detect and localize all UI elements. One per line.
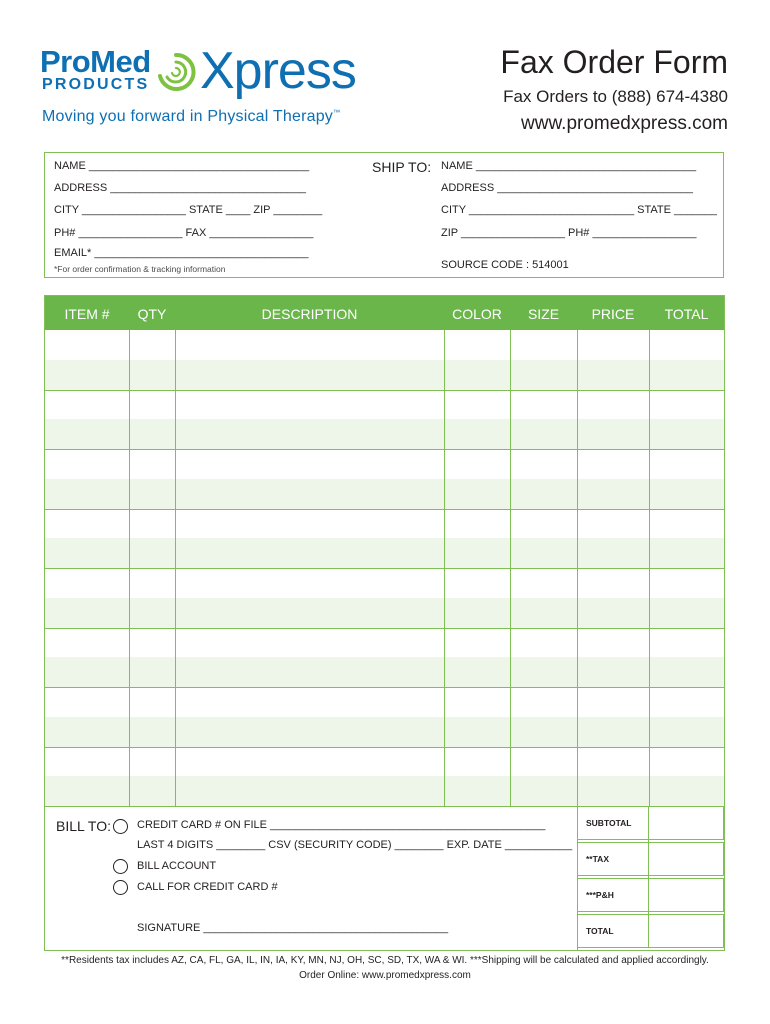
table-row[interactable] [45,747,724,777]
column-divider [175,330,176,806]
col-size-header: SIZE [527,306,560,322]
table-row[interactable] [45,538,724,568]
table-row[interactable] [45,687,724,717]
tax-shipping-note: **Residents tax includes AZ, CA, FL, GA, IL, IN, IA, KY, MN, NJ, OH, SC, SD, TX, WA & WI. ***Shipping will be calculated and applied accordingly. [61,955,709,966]
bill-to-label: BILL TO: [56,818,111,834]
col-color-header: COLOR [452,306,502,322]
ship-address-field[interactable]: ADDRESS ________________________________ [441,182,694,194]
table-row[interactable] [45,360,724,390]
table-row[interactable] [45,657,724,687]
table-row[interactable] [45,598,724,628]
ship-name-field[interactable]: NAME ____________________________________ [441,160,697,172]
table-row[interactable] [45,479,724,509]
column-divider [129,330,130,806]
customer-address-field[interactable]: ADDRESS ________________________________ [54,182,307,194]
logo-products-text: PRODUCTS [42,76,150,93]
col-qty-header: QTY [137,306,167,322]
customer-email-field[interactable]: EMAIL* ___________________________________ [54,247,309,259]
ship-zip-phone-field[interactable]: ZIP _________________ PH# _________________ [441,227,697,239]
column-divider [577,330,578,806]
col-description-header: DESCRIPTION [261,306,358,322]
ph-label: ***P&H [586,890,614,900]
call-credit-card-label: CALL FOR CREDIT CARD # [137,881,278,893]
customer-city-state-zip-field[interactable]: CITY _________________ STATE ____ ZIP ________ [54,204,323,216]
column-divider [444,330,445,806]
call-credit-card-radio[interactable] [113,880,128,895]
col-total-header: TOTAL [664,306,709,322]
table-row[interactable] [45,419,724,449]
ship-city-state-field[interactable]: CITY ___________________________ STATE _______ [441,204,717,216]
col-item-header: ITEM # [64,306,110,322]
ship-to-label: SHIP TO: [372,159,432,175]
logo-xpress-text: Xpress [200,42,356,100]
logo-tagline: Moving you forward in Physical Therapy™ [42,108,341,125]
bill-account-radio[interactable] [113,859,128,874]
order-online-note: Order Online: www.promedxpress.com [299,970,471,981]
table-row[interactable] [45,568,724,598]
customer-phone-fax-field[interactable]: PH# _________________ FAX _________________ [54,227,314,239]
table-row[interactable] [45,330,724,360]
table-row[interactable] [45,390,724,420]
signature-field[interactable]: SIGNATURE ________________________________________ [137,922,449,934]
form-title: Fax Order Form [500,44,728,80]
email-note: *For order confirmation & tracking information [54,264,226,274]
customer-name-field[interactable]: NAME ____________________________________ [54,160,310,172]
table-row[interactable] [45,717,724,747]
table-row[interactable] [45,449,724,479]
logo-swirl-icon [154,50,198,94]
tax-label: **TAX [586,854,609,864]
table-row[interactable] [45,628,724,658]
subtotal-label: SUBTOTAL [586,818,632,828]
credit-card-field[interactable]: CREDIT CARD # ON FILE _____________________________________________ [137,819,546,831]
total-label: TOTAL [586,926,614,936]
card-details-field[interactable]: LAST 4 DIGITS ________ CSV (SECURITY CODE) ________ EXP. DATE ___________ [137,839,573,851]
source-code: SOURCE CODE : 514001 [441,259,569,271]
column-divider [649,330,650,806]
fax-number: Fax Orders to (888) 674-4380 [503,87,728,106]
table-row[interactable] [45,776,724,806]
logo-promed-text: ProMed [40,44,151,79]
bill-account-label: BILL ACCOUNT [137,860,217,872]
credit-card-radio[interactable] [113,819,128,834]
col-price-header: PRICE [591,306,635,322]
website-link[interactable]: www.promedxpress.com [521,113,728,134]
column-divider [510,330,511,806]
table-row[interactable] [45,509,724,539]
